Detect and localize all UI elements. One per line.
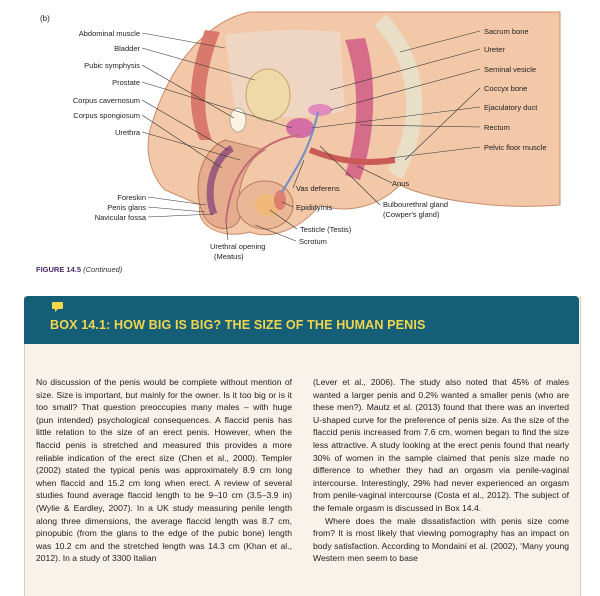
label-anus: Anus [392, 179, 410, 188]
label-testicle: Testicle (Testis) [300, 225, 352, 234]
label-seminal-vesicle: Seminal vesicle [484, 65, 537, 74]
label-bulbourethral-gland: Bulbourethral gland [383, 200, 449, 209]
speech-bubble-icon [52, 302, 66, 312]
label-prostate: Prostate [112, 78, 140, 87]
text-column-left [36, 376, 292, 565]
caption-note: (Continued) [83, 265, 123, 274]
label-rectum: Rectum [484, 123, 510, 132]
label-ureter: Ureter [484, 45, 505, 54]
label-penis-glans: Penis glans [107, 203, 146, 212]
label-corpus-cavernosum: Corpus cavernosum [72, 96, 140, 105]
label-urethral-opening: Urethral opening [210, 242, 266, 251]
label-cowpers-gland: (Cowper's gland) [383, 210, 440, 219]
label-scrotum: Scrotum [299, 237, 327, 246]
label-urethra: Urethra [114, 128, 140, 137]
seminal-vesicle [308, 104, 332, 116]
label-navicular-fossa: Navicular fossa [94, 213, 146, 222]
caption-label: FIGURE 14.5 [36, 265, 82, 274]
label-meatus: (Meatus) [214, 252, 244, 261]
bladder [246, 69, 290, 121]
epididymis [274, 190, 286, 210]
label-coccyx-bone: Coccyx bone [484, 84, 528, 93]
text-column-right [313, 376, 569, 565]
paragraph: (Lever et al., 2006). The study also noted that 45% of males wanted a larger penis and 0.2% wanted a smaller penis (who are these men?). Mautz et al. (2013) found that there was an inverted U-shaped curve for the preference of penis size. As the size of the flaccid penis increased from 7.6 cm, women began to find the size less attractive. A study looking at the erect penis found that nearly 30% of women in the sample claimed that penis size made no difference to whether they had an orgasm via penile-vaginal intercourse. Interestingly, 29% had never experienced an orgasm from penile-vaginal intercourse (Costa et al., 2012). The subject of the female orgasm is discussed in Box 14.4. [313, 377, 569, 513]
label-foreskin: Foreskin [117, 193, 146, 202]
figure-caption [36, 265, 122, 274]
label-pubic-symphysis: Pubic symphysis [84, 61, 140, 70]
label-corpus-spongiosum: Corpus spongiosum [73, 111, 140, 120]
label-vas-deferens: Vas deferens [296, 184, 340, 193]
paragraph: Where does the male dissatisfaction with penis size come from? It is most likely that viewing pornography has an impact on body satisfaction. According to Mondaini et al. (2002), ‘Many young Western men seem to base [313, 515, 569, 564]
label-bladder: Bladder [114, 44, 140, 53]
label-ejaculatory-duct: Ejaculatory duct [484, 103, 538, 112]
panel-letter: (b) [40, 14, 50, 23]
label-abdominal-muscle: Abdominal muscle [78, 29, 140, 38]
label-sacrum-bone: Sacrum bone [484, 27, 529, 36]
paragraph: No discussion of the penis would be complete without mention of size. Size is important, but mainly for the owner. Is it too big or is it too small? That question preoccupies many males – with huge (pun intended) psychological consequences. A flaccid penis has little relation to the size of an erect penis. However, when the flaccid penis is stretched and measured this provides a more reliable indication of the erect size (Chen et al., 2000). Templer (2002) stated the typical penis was approximately 8.9 cm long when flaccid and 15.2 cm long when erect. A review of several studies found average flaccid length to be 9–10 cm (3.5–3.9 in) (Wylie & Eardley, 2007). In a UK study measuring penile length along three dimensions, the average flaccid length was 8.7 cm, pinopubic (from the glans to the edge of the pubic bone) length was 10.2 cm and the stretched length was 14.3 cm (Khan et al., 2012). In a study of 3300 Italian [36, 377, 292, 564]
label-pelvic-floor-muscle: Pelvic floor muscle [484, 143, 547, 152]
label-epididymis: Epididymis [296, 203, 333, 212]
box-title: BOX 14.1: HOW BIG IS BIG? THE SIZE OF THE HUMAN PENIS [50, 318, 426, 332]
